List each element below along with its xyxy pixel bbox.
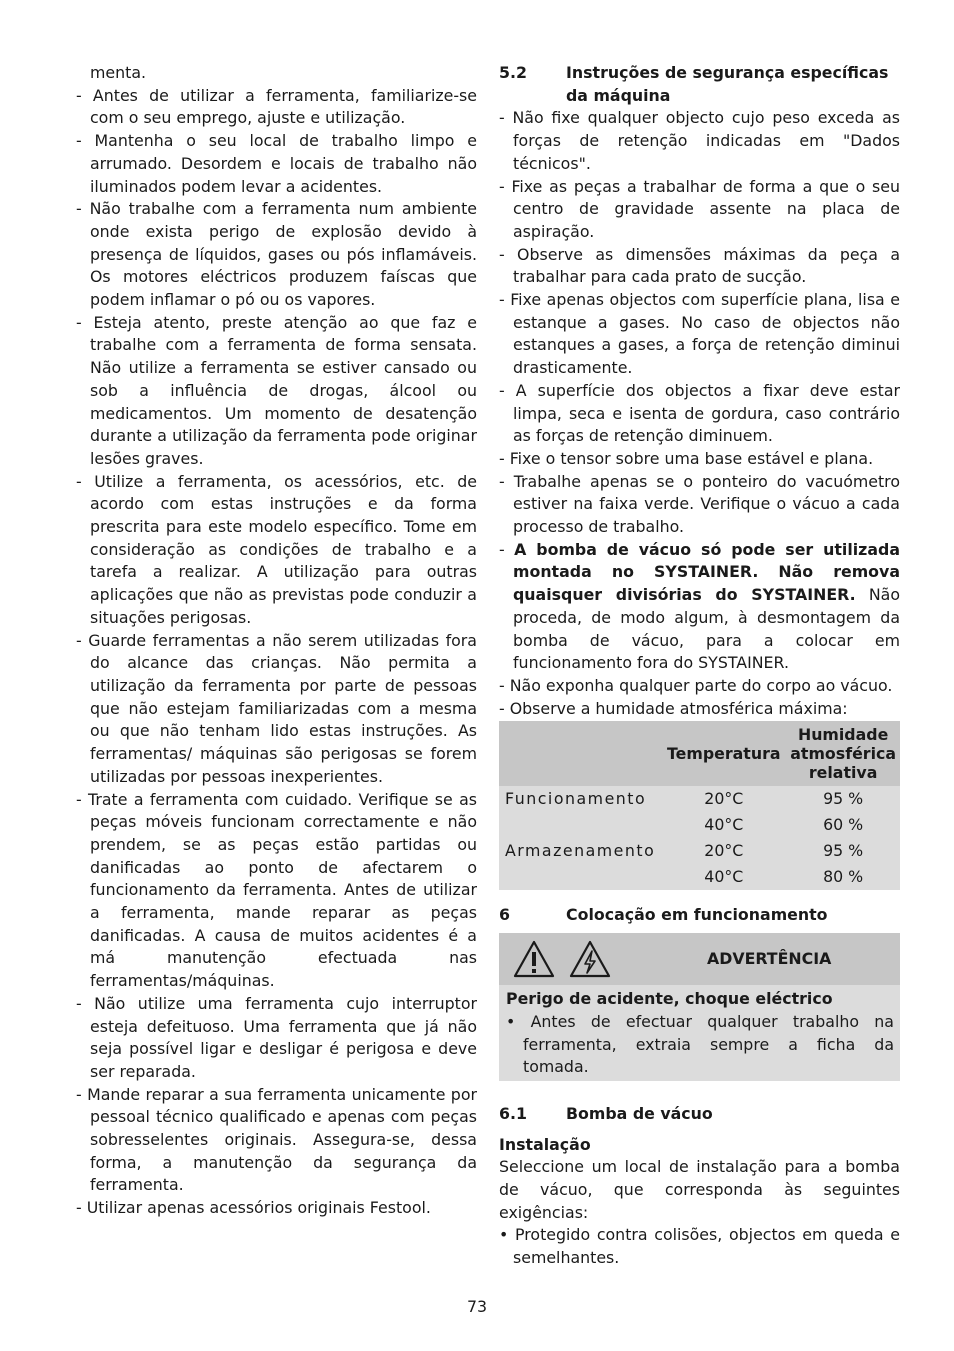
page-number: 73 xyxy=(466,1297,488,1316)
warning-bullet: • Antes de efectuar qualquer trabalho na ferramenta, extraia sempre a ficha da tomada. xyxy=(506,1011,894,1077)
header-empty xyxy=(499,721,661,786)
row-label: Funcionamento xyxy=(505,789,647,809)
table-header-row xyxy=(499,721,900,786)
safety-item: - Utilizar apenas acessórios originais Festool. xyxy=(76,1198,431,1218)
warning-icons xyxy=(513,940,611,978)
installation-intro: Seleccione um local de instalação para a bomba de vácuo, que corresponda às seguintes exigências: xyxy=(499,1157,900,1222)
humidity-cell: 95 % xyxy=(823,841,864,861)
installation-bullet: • Protegido contra colisões, objectos em queda e semelhantes. xyxy=(499,1225,900,1268)
section-heading-6-1 xyxy=(499,1103,900,1126)
section-heading-5-2 xyxy=(499,62,900,107)
section-title: Colocação em funcionamento xyxy=(566,905,828,925)
temperature-cell: 40°C xyxy=(704,867,744,887)
machine-safety-item: - Não fixe qualquer objecto cujo peso exceda as forças de retenção indicadas em "Dados técnicos". xyxy=(499,108,900,173)
safety-item: - Esteja atento, preste atenção ao que faz e trabalhe com a ferramenta de forma sensata. Não utilize a ferramenta se estiver cansado ou sob a influência de drogas, álcool ou medicamentos. Um momento de desatenção durante a utilização da ferramenta pode originar lesões graves. xyxy=(76,312,477,468)
row-label: Armazenamento xyxy=(505,841,656,861)
safety-item: - Trate a ferramenta com cuidado. Verifique se as peças móveis funcionam correctamente e não prendem, se as peças estão partidas ou danificadas ao ponto de afectarem o funcionamento da ferramenta. Antes de utilizar a ferramenta, mande reparar as peças danificadas. A causa de muitos acidentes é a má manutenção efectuada nas ferramentas/máquinas. xyxy=(76,789,477,991)
warning-title: ADVERTÊNCIA xyxy=(707,949,832,969)
header-humidity: Humidade atmosférica relativa xyxy=(786,721,900,786)
section-title: Instruções de segurança específicas da máquina xyxy=(566,63,889,105)
safety-item: - Não utilize uma ferramenta cujo interruptor esteja defeituoso. Uma ferramenta que já não seja possível ligar e desligar é perigosa e deve ser reparada. xyxy=(76,993,477,1081)
machine-safety-item: - Observe a humidade atmosférica máxima: xyxy=(499,698,848,718)
warning-box xyxy=(499,933,900,1081)
humidity-table xyxy=(499,721,900,890)
subheading-installation: Instalação xyxy=(499,1134,591,1154)
header-temperature: Temperatura xyxy=(661,721,786,786)
warning-subtitle: Perigo de acidente, choque eléctrico xyxy=(506,989,833,1009)
continuation-text: menta. xyxy=(90,63,147,82)
electric-hazard-icon xyxy=(569,940,611,978)
table-row xyxy=(499,786,900,812)
temperature-cell: 40°C xyxy=(704,815,744,835)
safety-item: - Utilize a ferramenta, os acessórios, etc. de acordo com estas instruções e da forma prescrita para este modelo específico. Tome em consideração as condições de trabalho e a tarefa a realizar. A utilização para outras aplicações que não as previstas pode conduzir a situações perigosas. xyxy=(76,471,477,627)
machine-safety-item: - Fixe apenas objectos com superfície plana, lisa e estanque a gases. No caso de objectos não estanques a gases, a força de retenção diminui drasticamente. xyxy=(499,290,900,378)
machine-safety-item: - Observe as dimensões máximas da peça a trabalhar para cada prato de sucção. xyxy=(499,244,900,287)
bullet-dash: - xyxy=(499,539,515,559)
warning-triangle-icon xyxy=(513,940,555,978)
temperature-cell: 20°C xyxy=(704,841,744,861)
safety-item: - Antes de utilizar a ferramenta, familiarize-se com o seu emprego, ajuste e utilização. xyxy=(76,85,477,128)
humidity-cell: 95 % xyxy=(823,789,864,809)
left-column xyxy=(76,62,477,1220)
safety-item: - Guarde ferramentas a não serem utilizadas fora do alcance das crianças. Não permita a utilização da ferramenta por parte de pessoas que não estejam familiarizadas com a mesma ou que não tenham lido estas instruções. As ferramentas/ máquinas são perigosas se forem utilizadas por pessoas inexperientes. xyxy=(76,630,477,786)
machine-safety-item: - Trabalhe apenas se o ponteiro do vacuómetro estiver na faixa verde. Verifique o vácuo a cada processo de trabalho. xyxy=(499,471,900,537)
section-number: 6 xyxy=(499,905,510,925)
machine-safety-item: - Não exponha qualquer parte do corpo ao vácuo. xyxy=(499,675,893,695)
safety-item: - Mantenha o seu local de trabalho limpo e arrumado. Desordem e locais de trabalho não iluminados podem levar a acidentes. xyxy=(76,131,477,196)
warning-header xyxy=(499,933,900,985)
machine-safety-item-bold xyxy=(499,539,900,675)
machine-safety-item: - Fixe o tensor sobre uma base estável e plana. xyxy=(499,448,874,468)
temperature-cell: 20°C xyxy=(704,789,744,809)
section-heading-6 xyxy=(499,904,900,927)
table-row xyxy=(499,838,900,864)
machine-safety-item: - Fixe as peças a trabalhar de forma a que o seu centro de gravidade assente na placa de aspiração. xyxy=(499,176,900,241)
right-column xyxy=(499,62,900,1270)
warning-rest-text: Não proceda, de modo algum, à desmontagem da bomba de vácuo, para a colocar em funcionamento fora do SYSTAINER. xyxy=(513,585,900,673)
machine-safety-item: - A superfície dos objectos a fixar deve estar limpa, seca e isenta de gordura, caso contrário as forças de retenção diminuem. xyxy=(499,380,900,446)
safety-item: - Não trabalhe com a ferramenta num ambiente onde exista perigo de explosão devido à presença de líquidos, gases ou pós inflamáveis. Os motores eléctricos produzem faíscas que podem inflamar o pó ou os vapores. xyxy=(76,199,477,310)
section-title: Bomba de vácuo xyxy=(566,1103,713,1123)
warning-body xyxy=(499,985,900,1081)
humidity-cell: 80 % xyxy=(823,867,864,887)
section-number: 6.1 xyxy=(499,1103,527,1123)
section-number: 5.2 xyxy=(499,63,527,82)
humidity-cell: 60 % xyxy=(823,815,864,835)
bold-warning-text: A bomba de vácuo só pode ser utilizada montada no SYSTAINER. Não remova quaisquer divisórias do SYSTAINER. xyxy=(513,539,900,605)
safety-item: - Mande reparar a sua ferramenta unicamente por pessoal técnico qualificado e apenas com peças sobresselentes originais. Assegura-se, dessa forma, a manutenção da segurança da ferramenta. xyxy=(76,1084,477,1195)
